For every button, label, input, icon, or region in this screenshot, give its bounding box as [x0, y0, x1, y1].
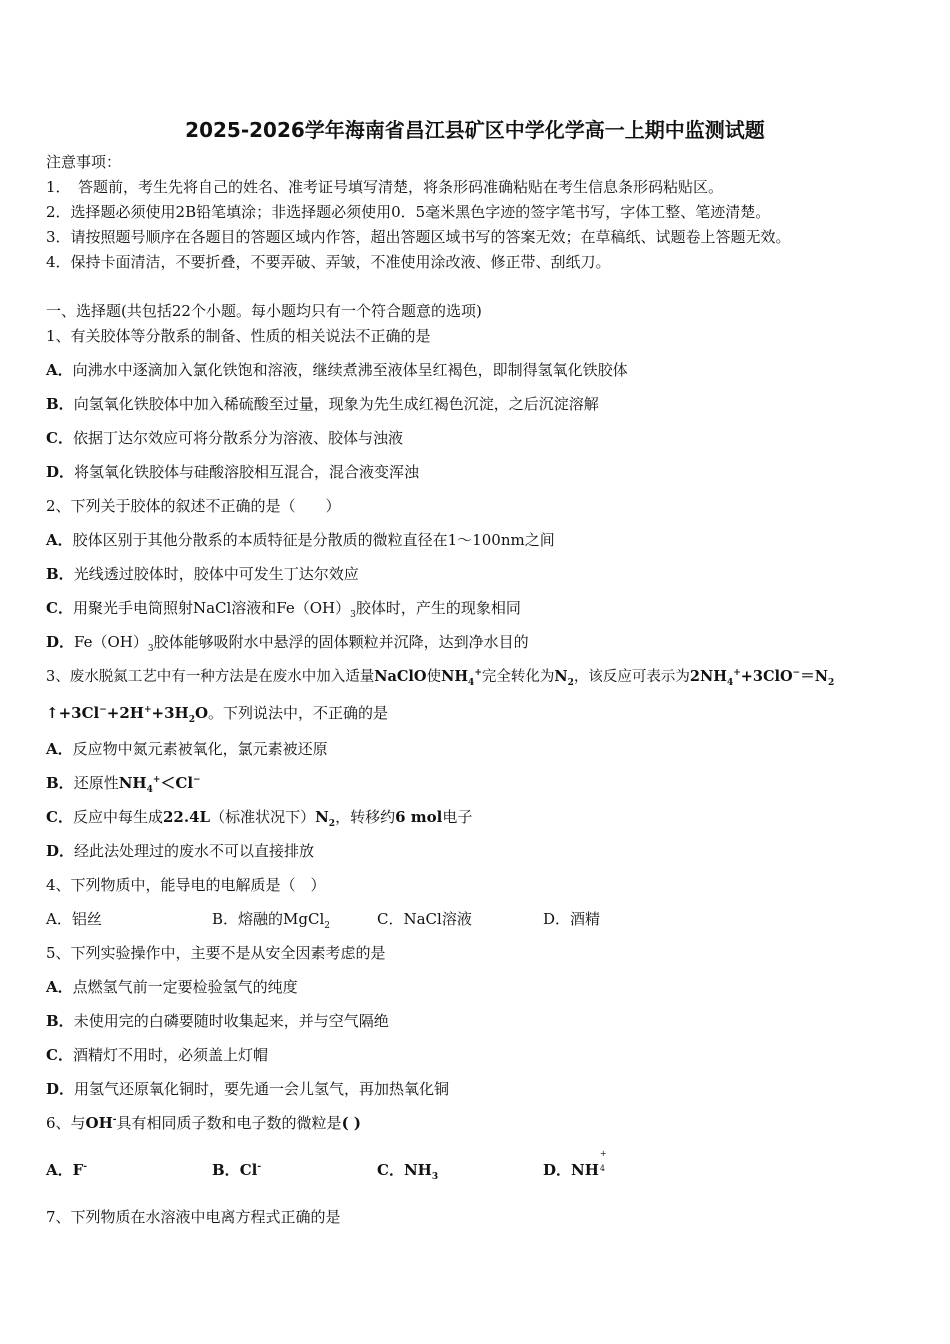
subscript: 2 — [188, 715, 195, 725]
option-text: 反应中每生成 — [72, 808, 163, 826]
option-text: 未使用完的白磷要随时收集起来，并与空气隔绝 — [73, 1012, 389, 1030]
question-1-option-b — [46, 394, 599, 414]
option-letter: B． — [212, 1161, 240, 1179]
question-3-stem-line-1 — [46, 667, 834, 687]
subscript: 2 — [827, 677, 835, 688]
option-letter: C． — [46, 1046, 73, 1064]
option-letter: A． — [46, 978, 73, 996]
superscript: - — [83, 1162, 88, 1172]
option-letter: A． — [46, 361, 73, 379]
question-6-option-c — [377, 1160, 438, 1180]
option-text: 将氢氧化铁胶体与硅酸溶胶相互混合，混合液变浑浊 — [74, 463, 420, 481]
question-5-option-d — [46, 1079, 449, 1099]
subscript: 2 — [328, 819, 336, 829]
option-text: 光线透过胶体时，胶体中可发生丁达尔效应 — [73, 565, 359, 583]
superscript: - — [257, 1162, 262, 1172]
option-letter: B． — [46, 774, 74, 792]
answer-paren: ( ) — [341, 1114, 361, 1132]
option-text: 向沸水中逐滴加入氯化铁饱和溶液，继续煮沸至液体呈红褐色，即制得氢氧化铁胶体 — [72, 361, 628, 379]
subscript: 2 — [567, 677, 574, 688]
section-heading: 一、选择题(共包括22个小题。每小题均只有一个符合题意的选项) — [46, 302, 482, 320]
stem-text: 。下列说法中，不正确的是 — [208, 704, 389, 722]
notice-item-3: 3．请按照题号顺序在各题目的答题区域内作答，超出答题区域书写的答案无效；在草稿纸、试题卷上答题无效。 — [46, 228, 791, 246]
notice-item-4: 4．保持卡面清洁，不要折叠，不要弄破、弄皱，不准使用涂改液、修正带、刮纸刀。 — [46, 253, 611, 271]
equation-part-2 — [46, 704, 209, 725]
subscript: 3 — [350, 610, 356, 620]
superscript: + — [152, 775, 161, 785]
superscript: - — [112, 1115, 117, 1125]
option-letter: D． — [543, 1161, 572, 1179]
stem-text: 具有相同质子数和电子数的微粒是 — [116, 1114, 342, 1132]
question-3-option-b — [46, 773, 201, 793]
superscript: + — [143, 705, 152, 715]
option-text: 经此法处理过的废水不可以直接排放 — [74, 842, 315, 860]
volume-value: 22.4L — [162, 808, 211, 826]
subscript: 2 — [324, 921, 330, 931]
option-text: 电子 — [442, 808, 473, 826]
formula-text: O — [194, 704, 209, 722]
question-5-option-c — [46, 1045, 268, 1065]
question-2-option-c — [46, 598, 521, 618]
question-1-option-a — [46, 360, 628, 380]
subscript: 3 — [147, 644, 154, 654]
formula-text: +3ClO — [740, 668, 793, 685]
subscript: 3 — [431, 1172, 439, 1182]
option-text: 反应物中氮元素被氧化，氯元素被还原 — [72, 740, 328, 758]
option-letter: A． — [46, 740, 73, 758]
question-4-option-c: C．NaCl溶液 — [377, 910, 472, 928]
formula-text: N — [554, 668, 568, 685]
question-3-stem-line-2 — [46, 703, 388, 723]
option-text: 酒精灯不用时，必须盖上灯帽 — [72, 1046, 268, 1064]
option-text: ，转移约 — [335, 808, 396, 826]
question-6-stem — [46, 1113, 361, 1133]
stem-text: 3、废水脱氮工艺中有一种方法是在废水中加入适量 — [46, 669, 375, 685]
option-text: 依据丁达尔效应可将分散系分为溶液、胶体与浊液 — [72, 429, 403, 447]
formula-text: N — [315, 808, 329, 826]
notice-heading: 注意事项： — [46, 153, 122, 171]
option-text: 用聚光手电筒照射NaCl溶液和Fe（OH） — [72, 599, 351, 617]
option-letter: B． — [46, 395, 74, 413]
formula-text: Cl — [239, 1161, 258, 1179]
option-letter: C． — [377, 1161, 404, 1179]
option-text: 胶体时，产生的现象相同 — [355, 599, 521, 617]
superscript: + — [474, 668, 482, 679]
formula-text: NH — [571, 1161, 599, 1179]
formula-nh4 — [441, 668, 482, 688]
formula-text: ＝N — [800, 668, 828, 685]
option-text: Fe（OH） — [74, 633, 148, 651]
question-2-option-b — [46, 564, 359, 584]
question-3-option-d — [46, 841, 314, 861]
stem-text: ，该反应可表示为 — [573, 669, 690, 685]
subscript: 4 — [146, 785, 153, 795]
equation-part-1 — [689, 668, 835, 688]
option-letter: D． — [46, 633, 75, 651]
superscript: + — [599, 1149, 607, 1158]
formula-n2 — [554, 668, 574, 688]
option-text: B．熔融的MgCl — [212, 910, 325, 928]
formula-naclo: NaClO — [374, 668, 427, 685]
formula-text: NH — [441, 668, 469, 685]
formula-text: +2H — [106, 704, 144, 722]
subscript: 4 — [726, 677, 734, 688]
mol-value: 6 mol — [395, 808, 443, 826]
option-letter: D． — [46, 842, 75, 860]
question-6-option-d — [543, 1149, 607, 1180]
option-letter: D． — [46, 1080, 75, 1098]
option-letter: A． — [46, 531, 73, 549]
question-1-option-d — [46, 462, 419, 482]
stem-text: 完全转化为 — [481, 669, 555, 685]
formula-text: NH — [403, 1161, 432, 1179]
stem-text: 使 — [426, 669, 442, 685]
superscript: − — [193, 775, 201, 785]
question-3-option-a — [46, 739, 328, 759]
option-letter: A． — [46, 1161, 73, 1179]
option-text: （标准状况下） — [210, 808, 316, 826]
stem-text: 6、与 — [46, 1114, 86, 1132]
option-text: 点燃氢气前一定要检验氢气的纯度 — [72, 978, 298, 996]
option-text: 用氢气还原氧化铜时，要先通一会儿氢气，再加热氧化铜 — [74, 1080, 450, 1098]
option-letter: C． — [46, 808, 73, 826]
option-text: 胶体能够吸附水中悬浮的固体颗粒并沉降，达到净水目的 — [153, 633, 529, 651]
option-letter: B． — [46, 1012, 74, 1030]
question-5-option-b — [46, 1011, 389, 1031]
formula-text: ＜Cl — [160, 774, 194, 792]
question-1-stem: 1、有关胶体等分散系的制备、性质的相关说法不正确的是 — [46, 327, 431, 345]
question-5-option-a — [46, 977, 298, 997]
option-text: 还原性 — [73, 774, 119, 792]
notice-item-1: 1． 答题前，考生先将自己的姓名、准考证号填写清楚，将条形码准确粘贴在考生信息条形码粘贴区。 — [46, 178, 724, 196]
superscript: − — [99, 705, 107, 715]
question-2-stem: 2、下列关于胶体的叙述不正确的是（ ） — [46, 497, 341, 515]
option-letter: D． — [46, 463, 75, 481]
subscript: 4 — [468, 677, 475, 688]
formula-text: +3H — [151, 704, 189, 722]
superscript: − — [792, 668, 801, 679]
notice-item-2: 2．选择题必须使用2B铅笔填涂；非选择题必须使用0．5毫米黑色字迹的签字笔书写，字体工整、笔迹清楚。 — [46, 203, 771, 221]
formula-text: 2NH — [689, 668, 727, 685]
formula-text: NH — [118, 774, 147, 792]
question-4-option-a: A．铝丝 — [46, 910, 102, 928]
question-4-option-d: D．酒精 — [543, 910, 601, 928]
question-5-stem: 5、下列实验操作中，主要不是从安全因素考虑的是 — [46, 944, 386, 962]
question-2-option-a — [46, 530, 555, 550]
question-4-stem: 4、下列物质中，能导电的电解质是（ ） — [46, 876, 326, 894]
question-1-option-c — [46, 428, 403, 448]
formula-n2 — [315, 808, 336, 829]
formula-text: ↑+3Cl — [46, 704, 100, 722]
question-2-option-d — [46, 632, 529, 652]
question-4-option-b — [212, 909, 330, 929]
option-letter: C． — [46, 429, 73, 447]
ion-charge — [599, 1149, 607, 1180]
question-3-option-c — [46, 807, 472, 827]
option-letter: B． — [46, 565, 74, 583]
formula-nh4 — [118, 774, 161, 795]
formula-oh: OH — [85, 1114, 113, 1132]
question-7-stem: 7、下列物质在水溶液中电离方程式正确的是 — [46, 1208, 341, 1226]
question-6-option-a — [46, 1160, 87, 1180]
option-text: 向氢氧化铁胶体中加入稀硫酸至过量，现象为先生成红褐色沉淀，之后沉淀溶解 — [73, 395, 599, 413]
superscript: + — [733, 668, 741, 679]
option-letter: C． — [46, 599, 73, 617]
question-6-option-b — [212, 1160, 261, 1180]
option-text: 胶体区别于其他分散系的本质特征是分散质的微粒直径在1～100nm之间 — [72, 531, 555, 549]
formula-text: F — [72, 1161, 84, 1179]
subscript: 4 — [599, 1164, 605, 1173]
page-title: 2025-2026学年海南省昌江县矿区中学化学高一上期中监测试题 — [185, 118, 765, 142]
